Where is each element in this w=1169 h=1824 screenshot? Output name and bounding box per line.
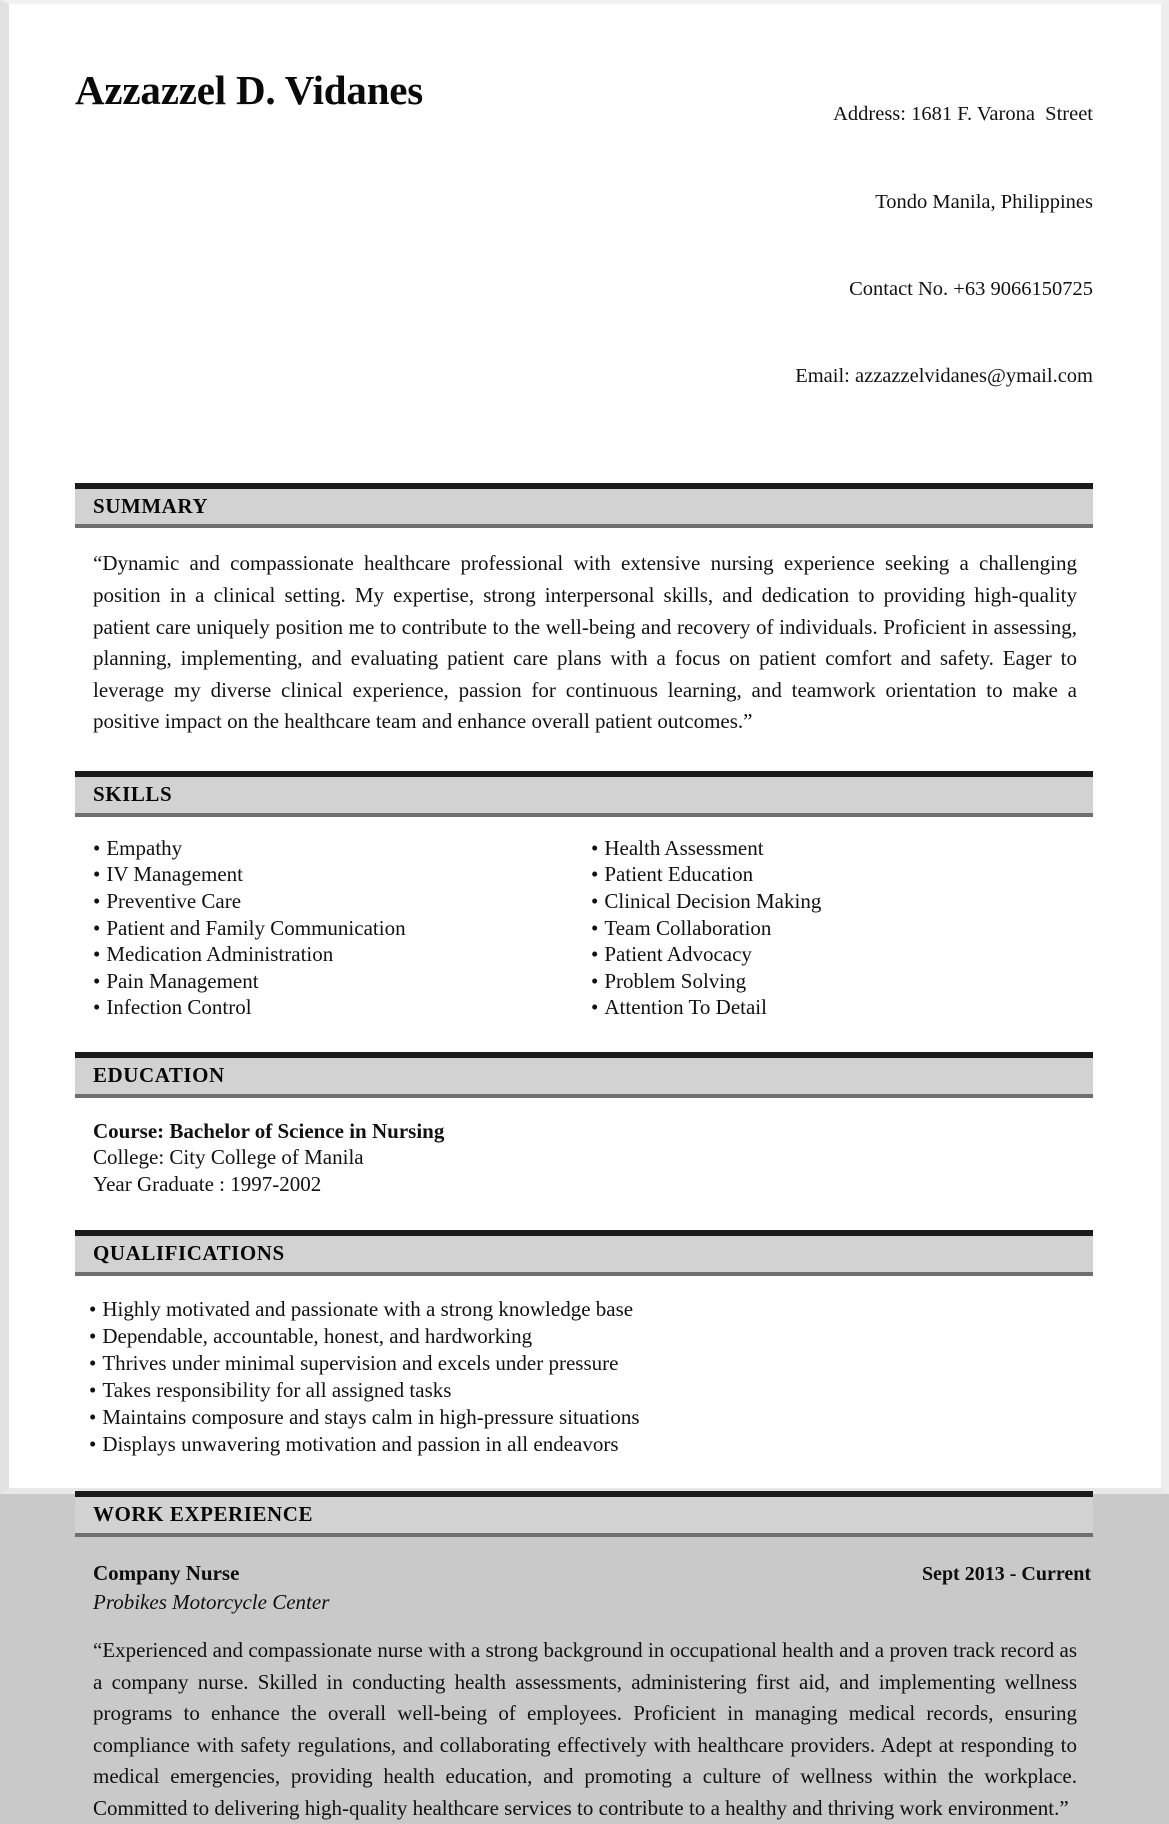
bullet-icon: •	[89, 1404, 97, 1429]
qualifications-list	[75, 1296, 1093, 1458]
skills-column-right	[583, 835, 1081, 1021]
skill-item	[591, 835, 1081, 862]
skill-label: Patient Education	[604, 862, 754, 887]
job-dates: Sept 2013 - Current	[921, 1562, 1091, 1585]
bullet-icon: •	[591, 888, 599, 913]
education-entry	[75, 1118, 1093, 1198]
section-header-skills	[75, 771, 1093, 817]
skill-item	[591, 915, 1081, 942]
contact-city: Tondo Manila, Philippines	[875, 190, 1093, 213]
qualification-item	[89, 1350, 1093, 1377]
qualification-label: Dependable, accountable, honest, and hardworking	[102, 1323, 533, 1348]
skill-item	[591, 994, 1081, 1021]
skill-label: Patient Advocacy	[604, 942, 752, 967]
qualification-label: Thrives under minimal supervision and excels under pressure	[102, 1350, 619, 1375]
bullet-icon: •	[93, 995, 101, 1020]
bullet-icon: •	[93, 915, 101, 940]
qualification-label: Takes responsibility for all assigned tasks	[102, 1377, 452, 1402]
skill-item	[93, 888, 583, 915]
skill-label: IV Management	[106, 862, 244, 887]
skill-item	[591, 941, 1081, 968]
section-title-summary: SUMMARY	[93, 493, 209, 518]
skill-item	[591, 861, 1081, 888]
section-header-education	[75, 1052, 1093, 1098]
section-header-summary	[75, 483, 1093, 529]
qualification-item	[89, 1296, 1093, 1323]
skill-label: Empathy	[106, 835, 183, 860]
job-company: Probikes Motorcycle Center	[93, 1589, 330, 1614]
bullet-icon: •	[591, 915, 599, 940]
skill-item	[591, 888, 1081, 915]
summary-text: “Dynamic and compassionate healthcare professional with extensive nursing experience seeking a challenging position in a clinical setting. My expertise, strong interpersonal skills, and dedication to providing high-quality patient care uniquely position me to contribute to the well-being and recovery of individuals. Proficient in assessing, planning, implementing, and evaluating patient care plans with a focus on patient comfort and safety. Eager to leverage my diverse clinical experience, passion for continuous learning, and teamwork orientation to make a positive impact on the healthcare team and enhance overall patient outcomes.”	[93, 551, 1077, 734]
qualification-item	[89, 1377, 1093, 1404]
resume-content	[9, 4, 1161, 1820]
qualification-item	[89, 1404, 1093, 1431]
education-year: Year Graduate : 1997-2002	[93, 1172, 322, 1197]
bullet-icon: •	[93, 942, 101, 967]
skill-label: Patient and Family Communication	[106, 915, 406, 940]
skill-item	[93, 861, 583, 888]
qualification-label: Maintains composure and stays calm in high-pressure situations	[102, 1404, 640, 1429]
bullet-icon: •	[93, 888, 101, 913]
skill-label: Team Collaboration	[604, 915, 772, 940]
resume-header	[75, 4, 1093, 450]
skill-item	[93, 835, 583, 862]
contact-phone: Contact No. +63 9066150725	[849, 277, 1093, 300]
bullet-icon: •	[591, 862, 599, 887]
skill-label: Preventive Care	[106, 888, 242, 913]
contact-email: Email: azzazzelvidanes@ymail.com	[795, 365, 1093, 388]
bullet-icon: •	[591, 968, 599, 993]
bullet-icon: •	[89, 1431, 97, 1456]
skill-label: Problem Solving	[604, 968, 747, 993]
qualification-item	[89, 1431, 1093, 1458]
bullet-icon: •	[93, 835, 101, 860]
bullet-icon: •	[93, 862, 101, 887]
bullet-icon: •	[591, 835, 599, 860]
qualification-label: Displays unwavering motivation and passion in all endeavors	[102, 1431, 619, 1456]
job-entry-header	[75, 1560, 1093, 1587]
education-course: Course: Bachelor of Science in Nursing	[93, 1118, 445, 1143]
job-title: Company Nurse	[93, 1560, 240, 1585]
bullet-icon: •	[89, 1323, 97, 1348]
contact-address: Address: 1681 F. Varona Street	[833, 103, 1093, 126]
qualification-label: Highly motivated and passionate with a strong knowledge base	[102, 1296, 634, 1321]
section-title-education: EDUCATION	[93, 1062, 225, 1087]
skill-item	[93, 994, 583, 1021]
education-college: College: City College of Manila	[93, 1145, 364, 1170]
skill-label: Medication Administration	[106, 942, 334, 967]
section-title-work-experience: WORK EXPERIENCE	[93, 1501, 314, 1526]
skill-label: Attention To Detail	[604, 995, 767, 1020]
section-title-qualifications: QUALIFICATIONS	[93, 1240, 285, 1265]
skill-item	[93, 941, 583, 968]
bullet-icon: •	[89, 1377, 97, 1402]
skill-item	[591, 968, 1081, 995]
skills-column-left	[93, 835, 583, 1021]
section-header-work-experience	[75, 1491, 1093, 1537]
bullet-icon: •	[93, 968, 101, 993]
contact-block	[795, 34, 1093, 450]
section-header-qualifications	[75, 1230, 1093, 1276]
bullet-icon: •	[591, 942, 599, 967]
skill-label: Clinical Decision Making	[604, 888, 822, 913]
section-title-skills: SKILLS	[93, 781, 173, 806]
skill-label: Health Assessment	[604, 835, 764, 860]
bullet-icon: •	[89, 1296, 97, 1321]
bullet-icon: •	[89, 1350, 97, 1375]
skill-item	[93, 968, 583, 995]
job-description: “Experienced and compassionate nurse with a strong background in occupational health and a proven track record as a company nurse. Skilled in conducting health assessments, administering first aid, and implementing wellness programs to enhance the overall well-being of employees. Proficient in managing medical records, ensuring compliance with safety regulations, and collaborating effectively with healthcare providers. Adept at responding to medical emergencies, providing health education, and promoting a culture of wellness within the workplace. Committed to delivering high-quality healthcare services to contribute to a healthy and thriving work environment.”	[93, 1637, 1077, 1820]
candidate-name: Azzazzel D. Vidanes	[75, 67, 424, 113]
skill-item	[93, 915, 583, 942]
skill-label: Infection Control	[106, 995, 252, 1020]
bullet-icon: •	[591, 995, 599, 1020]
skill-label: Pain Management	[106, 968, 259, 993]
skills-columns	[75, 835, 1093, 1021]
qualification-item	[89, 1323, 1093, 1350]
